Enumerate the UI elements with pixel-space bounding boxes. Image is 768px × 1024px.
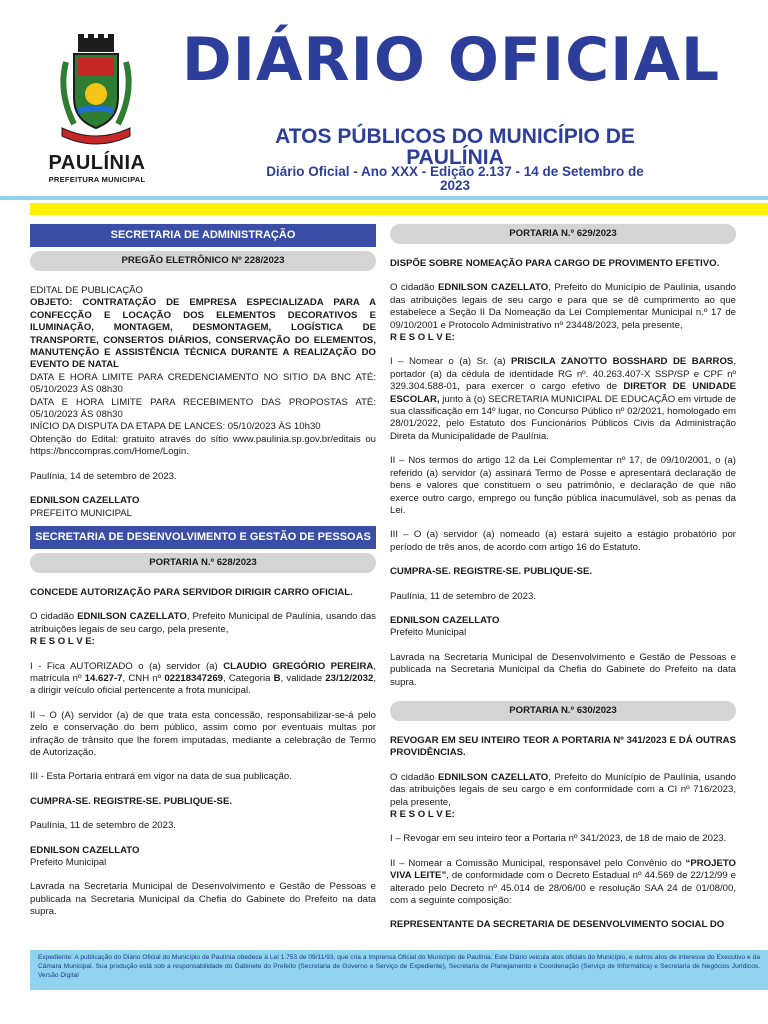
portaria-628-resolve: R E S O L V E: [30,636,95,648]
portaria-629-resolve: R E S O L V E: [390,332,455,344]
portaria-628-art1: I - Fica AUTORIZADO o (a) servidor (a) CLAUDIO GREGÓRIO PEREIRA, matrícula nº 14.627-7, CNH nº 02218347269, Categoria B, validade 23/12/2032, a dirigir veículo oficial pertencente a frota municipal. [30,660,377,697]
edition-line: Diário Oficial - Ano XXX - Edição 2.137 - 14 de Setembro de 2023 [266,164,644,193]
edital-title: EDITAL DE PUBLICAÇÃO [30,285,144,296]
signer-role: Prefeito Municipal [30,857,107,868]
portaria-629-art1: I – Nomear o (a) Sr. (a) PRISCILA ZANOTTO BOSSHARD DE BARROS, portador (a) da cédula de identidade RG nº. 40.263.407-X SSP/SP e CPF nº 329.304.588-01, para exercer o cargo efetivo de DIRETOR DE UNIDADE ESCOLAR, junto à (o) SECRETARIA MUNICIPAL DE EDUCAÇÃO em virtude de sua classificação em 14º lugar, no Concurso Público nº 02/2021, homologado em 28/01/2022, pelo Estatuto dos Funcionários Públicos Civis da Administração Direta da Municipalidade de Paulínia. [390,356,736,442]
portaria-629-ementa: DISPÕE SOBRE NOMEAÇÃO PARA CARGO DE PROVIMENTO EFETIVO. [390,258,720,269]
portaria-629-art3: III – O (a) servidor (a) nomeado (a) estará sujeito a estágio probatório por período de três anos, de acordo com artigo 16 do Estatuto. [390,529,736,553]
portaria-628-art3: III - Esta Portaria entrará em vigor na data de sua publicação. [30,771,292,783]
signer-name: EDNILSON CAZELLATO [30,495,140,507]
portaria-628-art2: II – O (A) servidor (a) de que trata esta concessão, responsabilizar-se-á pelo zelo e conservação do bem público, assim como por eventuais multas por infração de trânsito que lhe forem imputadas, mediante a celebração de Termo de Autorização. [30,709,376,758]
section-header-administracao: SECRETARIA DE ADMINISTRAÇÃO [30,224,376,247]
edital-date: Paulínia, 14 de setembro de 2023. [30,470,177,482]
portaria-629-lavrada: Lavrada na Secretaria Municipal de Desenvolvimento e Gestão de Pessoas e publicada na Secretaria Municipal da Chefia do Gabinete do Prefeito na data supra. [390,651,736,688]
edital-propostas: DATA E HORA LIMITE PARA RECEBIMENTO DAS PROPOSTAS ATÉ: 05/10/2023 ÀS 08h30 [30,396,376,421]
page-title: DIÁRIO OFICIAL [181,25,721,95]
portaria-630-intro: O cidadão EDNILSON CAZELLATO, Prefeito do Município de Paulínia, usando das atribuições legais de seu cargo e em conformidade com a CI nº 716/2023, pela presente, [390,771,737,808]
portaria-630-art1: I – Revogar em seu inteiro teor a Portaria nº 341/2023, de 18 de maio de 2023. [390,833,727,845]
portaria-629-header: PORTARIA N.º 629/2023 [390,224,736,244]
coat-of-arms-icon [56,32,136,150]
page-subtitle: ATOS PÚBLICOS DO MUNICÍPIO DE PAULÍNIA [275,125,635,169]
right-column [390,224,736,944]
portaria-630-ementa: REVOGAR EM SEU INTEIRO TEOR A PORTARIA Nº 341/2023 E DÁ OUTRAS PROVIDÊNCIAS. [390,734,736,759]
portaria-629-cumpra: CUMPRA-SE. REGISTRE-SE. PUBLIQUE-SE. [390,566,593,578]
portaria-630-resolve: R E S O L V E: [390,809,455,820]
city-name: PAULÍNIA [48,152,146,174]
section-header-gestao-pessoas: SECRETARIA DE DESENVOLVIMENTO E GESTÃO DE PESSOAS [30,526,376,549]
portaria-630-art2: II – Nomear a Comissão Municipal, responsável pelo Convênio do “PROJETO VIVA LEITE”, de conformidade com o Decreto Estadual nº 44.569 de 22/12/99 e alterado pelo Decreto nº 45.014 de 28/06/00 e resolução SAA 24 de 01/08/00, com a seguinte composição: [390,857,736,907]
masthead [0,0,768,196]
edital-objeto: OBJETO: CONTRATAÇÃO DE EMPRESA ESPECIALIZADA PARA A CONFECÇÃO E LOCAÇÃO DOS ELEMENTOS DECORATIVOS E ILUMINAÇÃO, MONTAGEM, DESMONTAGEM, LOGÍSTICA DE TRANSPORTE, CONSERTOS DIÁRIOS, CONSERVAÇÃO DO ELEMENTOS, MANUTENÇÃO E ASSISTÊNCIA TÉCNICA DURANTE A REALIZAÇÃO DO EVENTO DE NATAL [30,297,376,371]
portaria-629-art2: II – Nos termos do artigo 12 da Lei Complementar nº 17, de 09/10/2001, o (a) referido (a) servidor (a) assinará Termo de Posse e apresentará declaração de bens e valores que constituem o seu patrimônio, e declaração de que não exerce outro cargo, emprego ou função pública inacumulável, sob as penas da Lei. [390,455,736,516]
signer-role: PREFEITO MUNICIPAL [30,507,132,519]
edital-obtencao: Obtenção do Edital: gratuito através do sítio www.paulinia.sp.gov.br/editais ou https://bnccompras.com/Home/Login. [30,433,376,458]
portaria-628-date: Paulínia, 11 de setembro de 2023. [30,820,176,832]
portaria-628-ementa: CONCEDE AUTORIZAÇÃO PARA SERVIDOR DIRIGIR CARRO OFICIAL. [30,586,353,598]
portaria-630-representante: REPRESENTANTE DA SECRETARIA DE DESENVOLVIMENTO SOCIAL DO [390,919,725,931]
expediente-footer: Expediente: A publicação do Diário Oficial do Município de Paulínia obedece à Lei 1.753 de 09/11/93, que cria a Imprensa Oficial do Município de Paulínia. Este Diário veicula atos oficiais do Município, e outros atos de interesse do Executivo e da Câmara Municipal. Sua produção está sob a responsabilidade do Gabinete do Prefeito (Secretaria de Governo e Serviço de Expediente), Secretaria de Planejamento e Coordenação (Serviço de Informática) e Secretaria de Negócios Jurídicos. Versão Digital [30,950,768,990]
divider-stripe-yellow [30,203,768,215]
pregao-header: PREGÃO ELETRÔNICO Nº 228/2023 [30,251,376,271]
portaria-629-intro: O cidadão EDNILSON CAZELLATO, Prefeito do Município de Paulínia, usando das atribuições legais de seu cargo e para que se dê cumprimento ao que estabelece a Seção II Da Nomeação da Lei Complementar Municipal n.º 17 de 09/10/2001 e Protocolo Administrativo nº 23448/2023, pela presente, [390,282,737,331]
portaria-628-intro: O cidadão EDNILSON CAZELLATO, Prefeito Municipal de Paulínia, usando das atribuições legais de seu cargo, pela presente, [30,611,376,635]
portaria-629-date: Paulínia, 11 de setembro de 2023. [390,590,536,602]
city-subtitle: PREFEITURA MUNICIPAL [48,175,146,184]
portaria-630-header: PORTARIA N.º 630/2023 [390,701,736,721]
signer-name: EDNILSON CAZELLATO [390,614,500,626]
portaria-628-lavrada: Lavrada na Secretaria Municipal de Desenvolvimento e Gestão de Pessoas e publicada na Secretaria Municipal da Chefia do Gabinete do Prefeito na data supra. [30,881,376,918]
signer-role: Prefeito Municipal [390,627,467,639]
portaria-628-header: PORTARIA N.º 628/2023 [30,553,376,573]
edital-credenciamento: DATA E HORA LIMITE PARA CREDENCIAMENTO NO SITIO DA BNC ATÉ: 05/10/2023 ÀS 08h30 [30,371,376,396]
edital-disputa: INÍCIO DA DISPUTA DA ETAPA DE LANCES: 05/10/2023 ÀS 10h30 [30,421,321,433]
left-column [30,224,376,931]
portaria-628-cumpra: CUMPRA-SE. REGISTRE-SE. PUBLIQUE-SE. [30,795,233,807]
signer-name: EDNILSON CAZELLATO [30,844,140,856]
divider-stripe-blue [0,196,768,200]
